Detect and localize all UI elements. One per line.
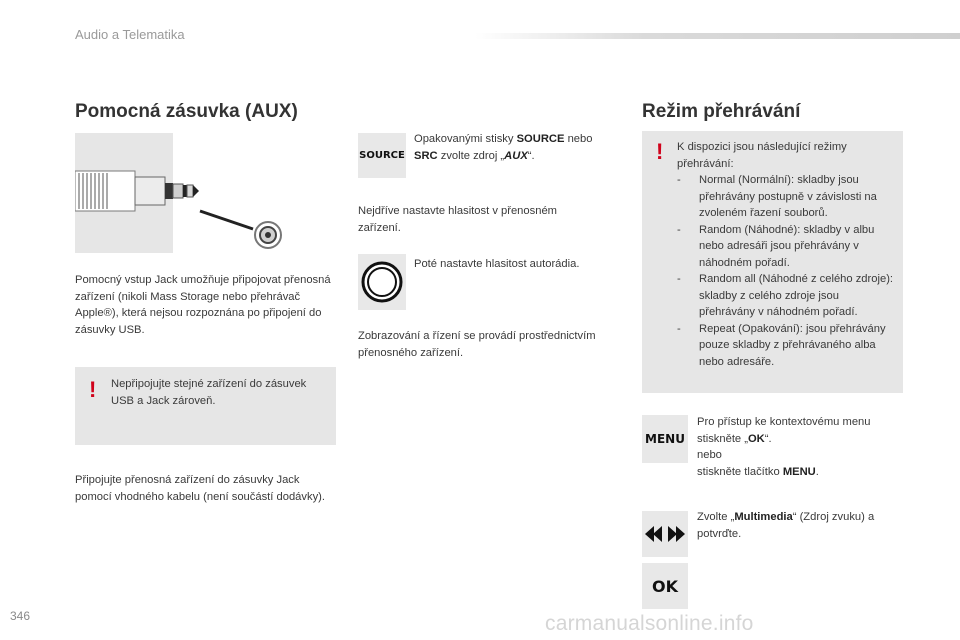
jack-plug-illustration — [75, 133, 290, 253]
modes-intro: K dispozici jsou následující režimy přehrávání: — [677, 141, 847, 170]
mode-normal: Normal (Normální): skladby jsou přehrávány postupně v závislosti na zvoleném řazení souborů. — [699, 174, 877, 219]
multimedia-text-b: “ (Zdroj zvuku) a potvrďte. — [697, 511, 875, 540]
mode-random-all: Random all (Náhodné z celého zdroje): skladby z celého zdroje jsou přehrávány v náhodném pořadí. — [699, 273, 894, 318]
volume-knob-icon — [360, 260, 404, 304]
source-text-d: “. — [527, 149, 535, 162]
multimedia-text-a: Zvolte „ — [697, 511, 735, 523]
mode-item: - Random (Náhodné): skladby v albu nebo adresáři jsou přehrávány v náhodném pořadí. — [677, 223, 875, 269]
menu-or: nebo — [697, 449, 722, 461]
menu-text-b: “. — [764, 432, 772, 445]
mode-item: - Random all (Náhodné z celého zdroje): skladby z celého zdroje jsou přehrávány v náhodném pořadí. — [677, 273, 894, 318]
section-header: Audio a Telematika — [75, 27, 185, 42]
menu-text-a: Pro přístup ke kontextovému menu stiskněte „ — [697, 416, 871, 445]
menu-instruction — [697, 414, 897, 480]
multimedia-key: Multimedia — [734, 511, 793, 523]
modes-box — [642, 131, 903, 393]
aux-intro-text: Pomocný vstup Jack umožňuje připojovat přenosná zařízení (nikoli Mass Storage nebo přehrávač Apple®), která nejsou rozpoznána po připojení do zásuvky USB. — [75, 274, 331, 336]
warning-box — [75, 367, 336, 445]
ok-key: OK — [747, 432, 765, 445]
ok-button-label: OK — [652, 576, 678, 596]
ok-button — [642, 563, 688, 609]
menu-text-d: . — [815, 465, 819, 478]
warning-icon: ! — [89, 377, 97, 402]
mode-item: - Normal (Normální): skladby jsou přehrávány postupně v závislosti na zvoleném řazení souborů. — [677, 174, 877, 219]
multimedia-instruction — [697, 509, 897, 542]
volume-then-text: Poté nastavte hlasitost autorádia. — [414, 258, 580, 270]
volume-first-text: Nejdříve nastavte hlasitost v přenosném zařízení. — [358, 205, 557, 234]
source-button — [358, 133, 406, 178]
mode-repeat: Repeat (Opakování): jsou přehrávány pouze skladby z přehrávaného alba nebo adresáře. — [699, 322, 886, 368]
source-text-b: nebo — [564, 133, 593, 145]
source-button-label: SOURCE — [359, 150, 405, 161]
source-key: SOURCE — [516, 133, 565, 145]
menu-button — [642, 415, 688, 463]
src-key: SRC — [414, 149, 438, 162]
seek-button — [642, 511, 688, 557]
menu-text-c: stiskněte tlačítko — [697, 465, 783, 478]
volume-knob — [358, 254, 406, 310]
aux-title: Pomocná zásuvka (AUX) — [75, 101, 298, 122]
menu-button-label: MENU — [645, 432, 685, 446]
source-text-c: zvolte zdroj „ — [437, 149, 505, 162]
seek-arrows-icon — [643, 524, 687, 544]
display-text: Zobrazování a řízení se provádí prostřednictvím přenosného zařízení. — [358, 330, 596, 359]
jack-plug-icon — [75, 133, 290, 253]
source-instruction — [414, 131, 614, 164]
modes-content — [677, 139, 897, 370]
page-number: 346 — [10, 609, 31, 623]
watermark: carmanualsonline.info — [545, 612, 754, 635]
mode-random: Random (Náhodné): skladby v albu nebo adresáři jsou přehrávány v náhodném pořadí. — [699, 223, 875, 269]
warning-icon: ! — [656, 139, 664, 164]
warning-text: Nepřipojujte stejné zařízení do zásuvek USB a Jack zároveň. — [111, 378, 307, 407]
aux-key: AUX — [504, 149, 528, 162]
playback-title: Režim přehrávání — [642, 101, 801, 122]
mode-item: - Repeat (Opakování): jsou přehrávány pouze skladby z přehrávaného alba nebo adresáře. — [677, 322, 886, 368]
menu-key: MENU — [782, 465, 816, 478]
connect-text: Připojujte přenosná zařízení do zásuvky Jack pomocí vhodného kabelu (není součástí dodávky). — [75, 474, 326, 503]
source-text-a: Opakovanými stisky — [414, 133, 517, 145]
header-divider — [475, 33, 960, 39]
